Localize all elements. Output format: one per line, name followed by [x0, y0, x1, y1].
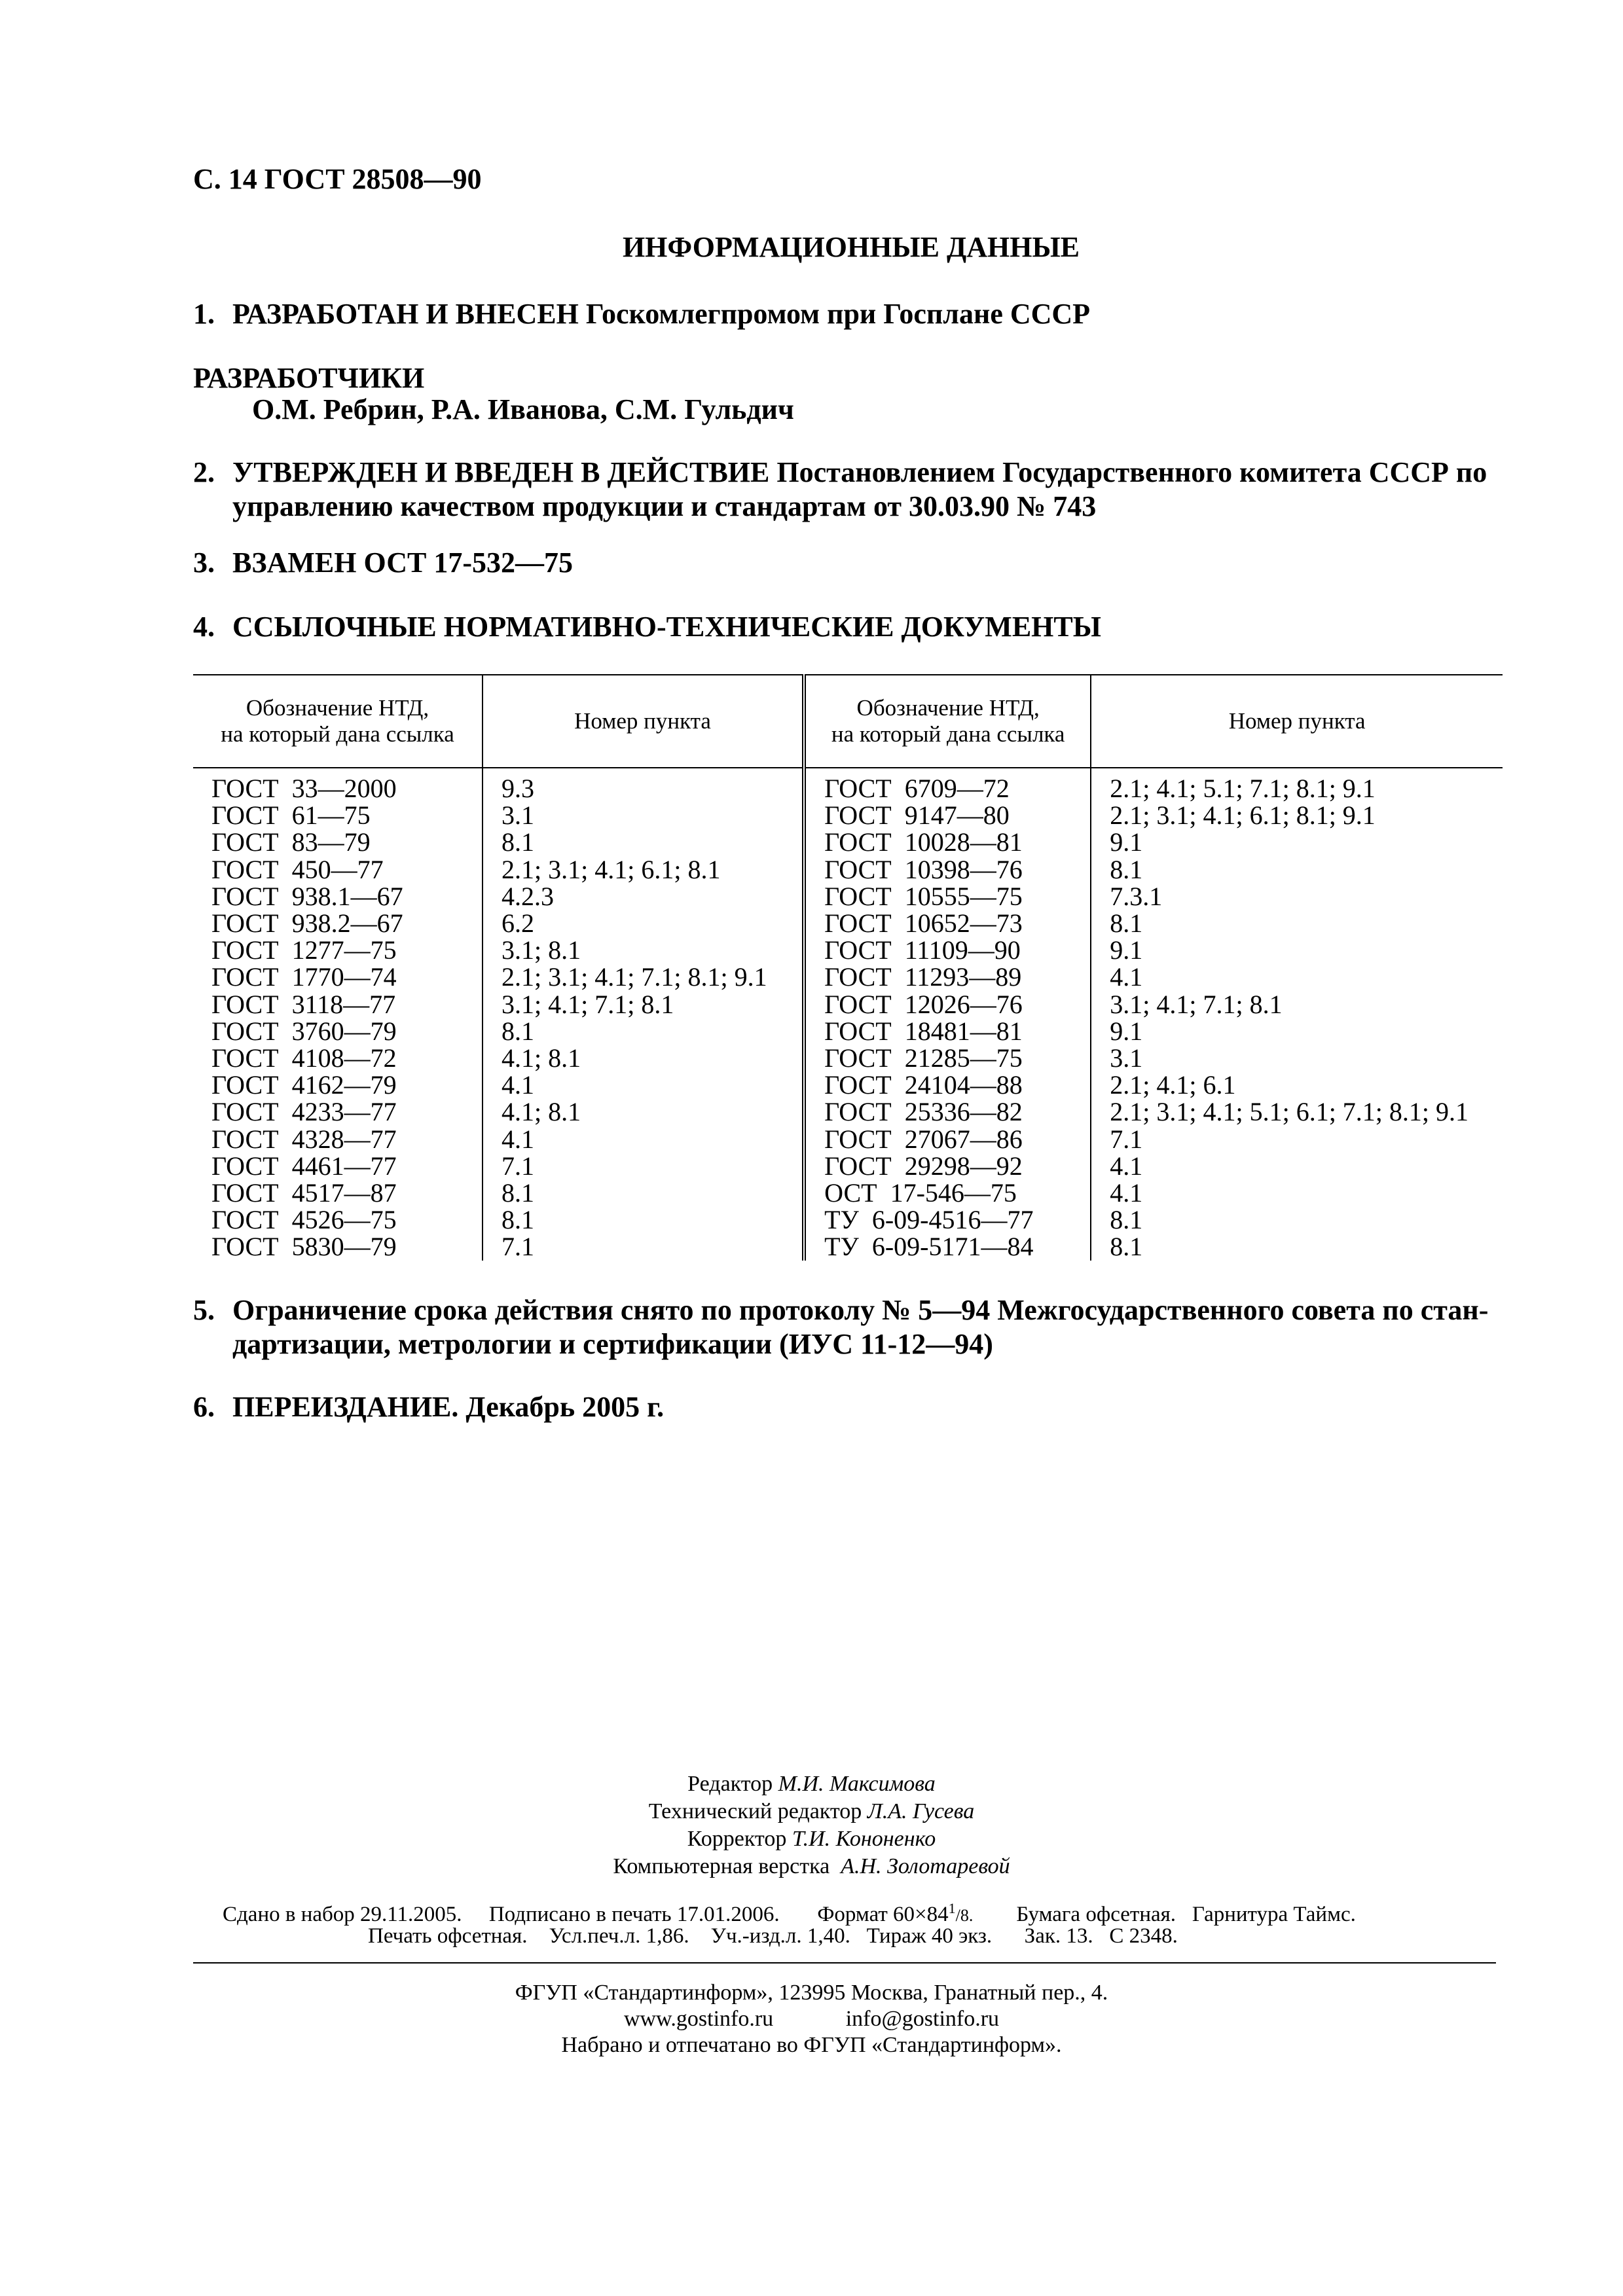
publisher-contacts: [0, 2006, 1623, 2032]
credits-block: [0, 1770, 1623, 1880]
right-ntd-column: ГОСТ 6709—72 ГОСТ 9147—80 ГОСТ 10028—81 ГОСТ 10398—76 ГОСТ 10555—75 ГОСТ 10652—73 ГОСТ 11109—90 ГОСТ 11293—89 ГОСТ 12026—76 ГОСТ 18481—81 ГОСТ 21285—75 ГОСТ 24104—88 ГОСТ 25336—82 ГОСТ 27067—86 ГОСТ 29298—92 ОСТ 17-546—75 ТУ 6-09-4516—77 ТУ 6-09-5171—84: [804, 768, 1091, 1261]
imprint-font: Гарнитура Таймс.: [1192, 1903, 1356, 1926]
developers-label: РАЗРАБОТЧИКИ: [193, 362, 425, 394]
header-ntd-right: [804, 675, 1091, 768]
credit-layout: [0, 1853, 1623, 1880]
section-3-number: 3.: [193, 547, 215, 579]
publisher-email[interactable]: info@gostinfo.ru: [845, 2007, 1000, 2031]
section-5: [193, 1291, 1503, 1369]
section-3: [193, 543, 1503, 583]
imprint-print-sheets: Усл.печ.л. 1,86.: [549, 1924, 689, 1948]
imprint-signed-date: Подписано в печать 17.01.2006.: [488, 1903, 780, 1926]
credit-layout-name: А.Н. Золотаревой: [841, 1854, 1010, 1878]
credit-corrector-label: Корректор: [687, 1827, 787, 1851]
credit-editor-name: М.И. Максимова: [778, 1772, 936, 1796]
page-header: С. 14 ГОСТ 28508—90: [193, 163, 482, 195]
section-3-text: ВЗАМЕН ОСТ 17-532—75: [232, 547, 573, 579]
imprint-publ-sheets: Уч.-изд.л. 1,40.: [710, 1924, 850, 1948]
publisher-printed-by: Набрано и отпечатано во ФГУП «Стандартинформ».: [561, 2033, 1062, 2057]
section-1-number: 1.: [193, 298, 215, 330]
section-1: [193, 295, 1503, 334]
left-points-column: 9.3 3.1 8.1 2.1; 3.1; 4.1; 6.1; 8.1 4.2.3 6.2 3.1; 8.1 2.1; 3.1; 4.1; 7.1; 8.1; 9.1 3.1; 4.1; 7.1; 8.1 8.1 4.1; 8.1 4.1 4.1; 8.1 4.1 7.1 8.1 8.1 7.1: [483, 768, 804, 1261]
section-6: [193, 1388, 1503, 1427]
imprint-typeset-date: Сдано в набор 29.11.2005.: [223, 1903, 462, 1926]
credit-corrector-name: Т.И. Кононенко: [792, 1827, 936, 1851]
section-2: [193, 453, 1503, 531]
imprint-paper: Бумага офсетная.: [1016, 1903, 1176, 1926]
imprint-format-sub: /8.: [955, 1906, 974, 1925]
footer-divider: [193, 1962, 1496, 1964]
section-2-number: 2.: [193, 456, 215, 488]
section-6-text: ПЕРЕИЗДАНИЕ. Декабрь 2005 г.: [232, 1391, 665, 1423]
section-1-text: РАЗРАБОТАН И ВНЕСЕН Госкомлегпромом при Госплане СССР: [232, 298, 1091, 330]
publisher-address: ФГУП «Стандартинформ», 123995 Москва, Гранатный пер., 4.: [515, 1981, 1108, 2005]
section-4: [193, 607, 1503, 647]
developers-names: О.М. Ребрин, Р.А. Иванова, С.М. Гульдич: [252, 393, 794, 425]
table-header-row: [193, 675, 1503, 768]
imprint-code: С 2348.: [1109, 1924, 1178, 1948]
document-title: ИНФОРМАЦИОННЫЕ ДАННЫЕ: [622, 231, 1080, 263]
imprint-format-text: Формат 60×84: [817, 1903, 949, 1926]
header-ntd-left: [193, 675, 483, 768]
imprint-format-sup: 1: [948, 1900, 956, 1916]
credit-layout-label: Компьютерная верстка: [613, 1854, 830, 1878]
credit-editor-label: Редактор: [687, 1772, 773, 1796]
section-6-number: 6.: [193, 1391, 215, 1423]
header-ntd-left-line-1: Обозначение НТД,: [246, 695, 429, 721]
section-2-line-2: управлению качеством продукции и стандартам от 30.03.90 № 743: [232, 490, 1097, 522]
section-5-number: 5.: [193, 1294, 215, 1326]
imprint-line-2: [368, 1922, 1481, 1950]
header-ntd-right-line-2: на который дана ссылка: [831, 721, 1065, 747]
credit-tech-editor: [0, 1798, 1623, 1825]
credit-tech-editor-label: Технический редактор: [648, 1799, 862, 1823]
left-ntd-column: ГОСТ 33—2000 ГОСТ 61—75 ГОСТ 83—79 ГОСТ 450—77 ГОСТ 938.1—67 ГОСТ 938.2—67 ГОСТ 1277—75 ГОСТ 1770—74 ГОСТ 3118—77 ГОСТ 3760—79 ГОСТ 4108—72 ГОСТ 4162—79 ГОСТ 4233—77 ГОСТ 4328—77 ГОСТ 4461—77 ГОСТ 4517—87 ГОСТ 4526—75 ГОСТ 5830—79: [211, 774, 403, 1262]
section-4-number: 4.: [193, 611, 215, 643]
table-body-row: [193, 768, 1503, 1261]
right-points-column: 2.1; 4.1; 5.1; 7.1; 8.1; 9.1 2.1; 3.1; 4.1; 6.1; 8.1; 9.1 9.1 8.1 7.3.1 8.1 9.1 4.1 3.1; 4.1; 7.1; 8.1 9.1 3.1 2.1; 4.1; 6.1 2.1; 3.1; 4.1; 5.1; 6.1; 7.1; 8.1; 9.1 7.1 4.1 4.1 8.1 8.1: [1091, 768, 1503, 1261]
header-point-right: Номер пункта: [1091, 675, 1503, 768]
credit-corrector: [0, 1825, 1623, 1853]
section-5-line-2: дартизации, метрологии и сертификации (ИУС 11-12—94): [232, 1328, 993, 1360]
imprint-print-type: Печать офсетная.: [368, 1924, 528, 1948]
reference-documents-table: [193, 674, 1503, 1261]
section-4-text: ССЫЛОЧНЫЕ НОРМАТИВНО-ТЕХНИЧЕСКИЕ ДОКУМЕНТЫ: [232, 611, 1101, 643]
publisher-website[interactable]: www.gostinfo.ru: [623, 2007, 774, 2031]
header-ntd-left-line-2: на который дана ссылка: [221, 721, 454, 747]
section-5-line-1: Ограничение срока действия снято по протоколу № 5—94 Межгосударственного совета по стан-: [232, 1294, 1489, 1326]
header-point-left: Номер пункта: [483, 675, 804, 768]
credit-tech-editor-name: Л.А. Гусева: [867, 1799, 975, 1823]
imprint-order: Зак. 13.: [1024, 1924, 1093, 1948]
section-2-line-1: УТВЕРЖДЕН И ВВЕДЕН В ДЕЙСТВИЕ Постановлением Государственного комитета СССР по: [232, 456, 1487, 488]
header-ntd-right-line-1: Обозначение НТД,: [856, 695, 1040, 721]
imprint-circulation: Тираж 40 экз.: [866, 1924, 993, 1948]
credit-editor: [0, 1770, 1623, 1798]
